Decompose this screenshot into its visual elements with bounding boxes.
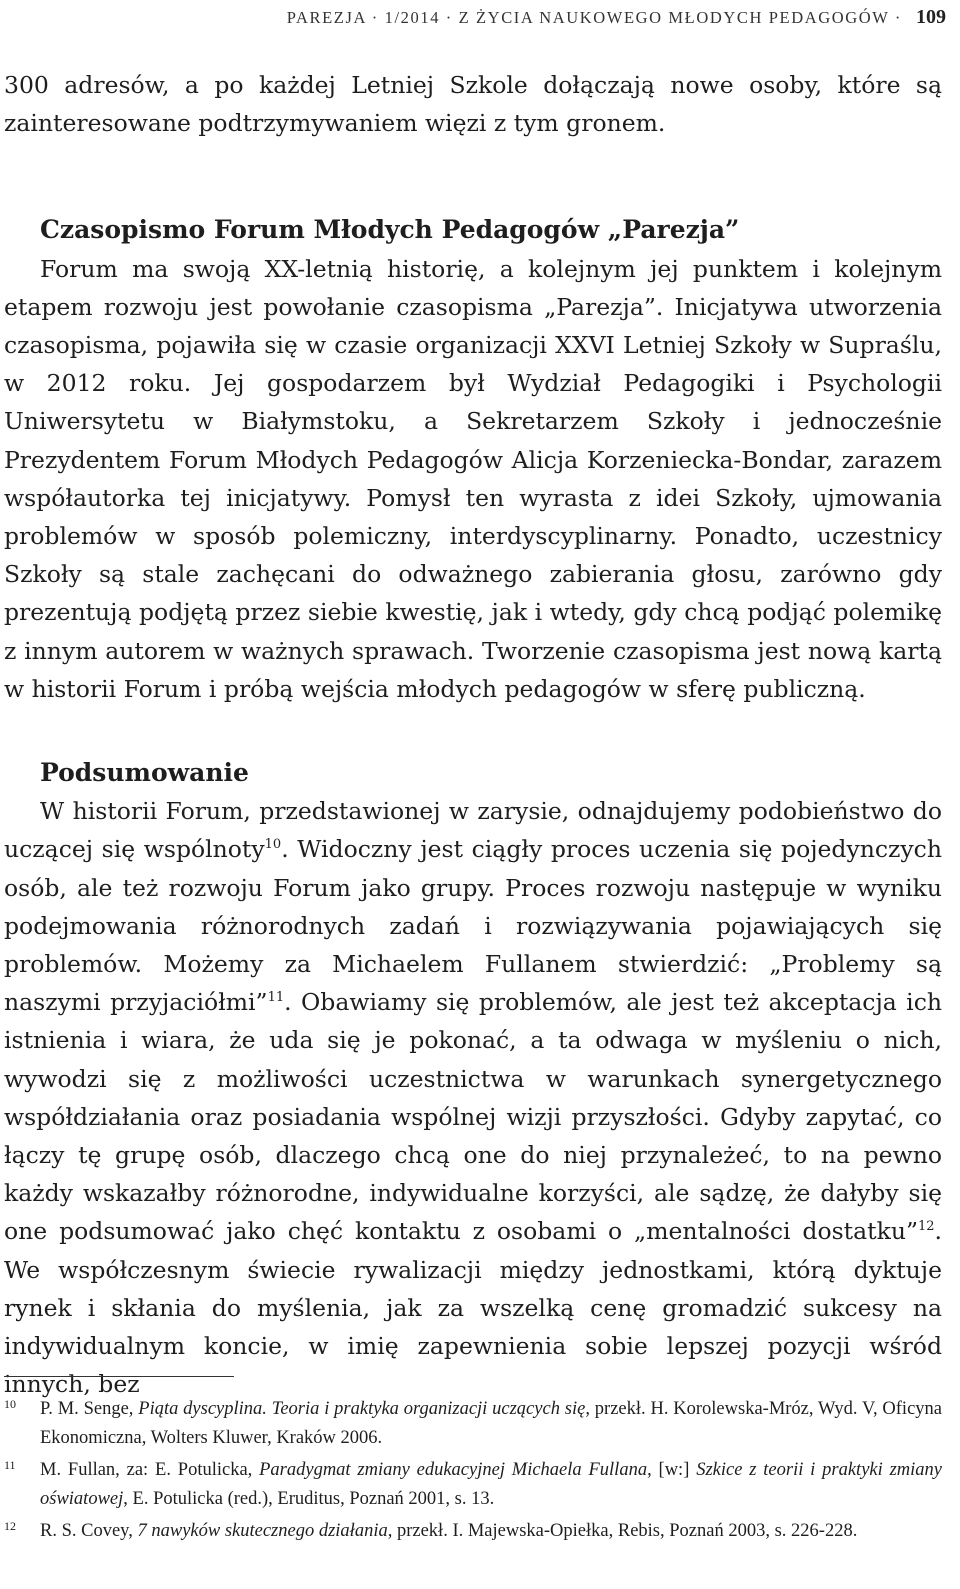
section-heading-parezja: Czasopismo Forum Młodych Pedagogów „Parezja” — [40, 215, 740, 245]
footnote-number: 12 — [4, 1519, 16, 1534]
footnote-title: Paradygmat zmiany edukacyjnej Michaela Fullana — [259, 1460, 648, 1481]
section-paragraph-parezja: Forum ma swoją XX-letnią historię, a kolejnym jej punktem i kolejnym etapem rozwoju jest powołanie czasopisma „Parezja”. Inicjatywa utworzenia czasopisma, pojawiła się w czasie organizacji XXVI Letniej Szkoły w Supraślu, w 2012 roku. Jej gospodarzem był Wydział Pedagogiki i Psychologii Uniwersytetu w Białymstoku, a Sekretarzem Szkoły i jednocześnie Prezydentem Forum Młodych Pedagogów Alicja Korzeniecka-Bondar, zarazem współautorka tej inicjatywy. Pomysł ten wyrasta z idei Szkoły, ujmowania problemów w sposób polemiczny, interdyscyplinarny. Ponadto, uczestnicy Szkoły są stale zachęcani do odważnego zabierania głosu, zarówno gdy prezentują podjętą przez siebie kwestię, jak i wtedy, gdy chcą podjąć polemikę z innym autorem w ważnych sprawach. Tworzenie czasopisma jest nową kartą w historii Forum i próbą wejścia młodych pedagogów w sferę publiczną. — [4, 254, 942, 703]
section-heading-summary: Podsumowanie — [40, 758, 249, 788]
footnote-number: 11 — [4, 1458, 16, 1473]
text-run: . Widoczny jest ciągły proces uczenia się pojedynczych osób, ale też rozwoju Forum jako grupy. Proces rozwoju następuje w wyniku podejmowania różnorodnych zadań i rozwiązywania pojawiających się problemów. Możemy za Michaelem Fullanem stwierdzić: „Problemy są naszymi przyjaciółmi” — [4, 835, 942, 1017]
text-run: W historii Forum, przedstawionej w zarysie, odnajdujemy podobieństwo do uczącej się wspólnoty — [4, 797, 942, 864]
section-paragraph-summary — [4, 792, 942, 1403]
footnote-title: Piąta dyscyplina. Teoria i praktyka organizacji uczących się — [138, 1399, 586, 1419]
section-gap — [4, 708, 942, 754]
footnote-author: P. M. Senge, — [40, 1399, 139, 1419]
footnote-10 — [4, 1395, 942, 1452]
footnote-author: R. S. Covey, — [40, 1521, 138, 1542]
footnote-details: , przekł. H. Korolewska-Mróz, Wyd. V, Oficyna Ekonomiczna, Wolters Kluwer, Kraków 2006. — [40, 1399, 942, 1448]
page-number: 109 — [916, 6, 946, 28]
footnote-connector: , [w:] — [647, 1460, 697, 1481]
paragraph-continued: 300 adresów, a po każdej Letniej Szkole dołączają nowe osoby, które są zainteresowane podtrzymywaniem więzi z tym gronem. — [4, 71, 942, 138]
footnote-12 — [4, 1517, 942, 1546]
main-text — [4, 66, 942, 1404]
section-gap — [4, 142, 942, 211]
footnote-title: 7 nawyków skutecznego działania — [137, 1521, 388, 1542]
footnote-details: , przekł. I. Majewska-Opiełka, Rebis, Poznań 2003, s. 226-228. — [387, 1521, 858, 1542]
footnote-rule — [4, 1376, 234, 1377]
running-head — [0, 6, 946, 30]
footnote-ref-12[interactable]: 12 — [917, 1219, 935, 1235]
footnote-author: M. Fullan, za: E. Potulicka, — [40, 1460, 260, 1481]
footnote-book-title: Szkice z teorii i praktyki zmiany oświatowej — [40, 1460, 942, 1509]
footnote-11 — [4, 1456, 942, 1513]
running-head-text: PAREZJA · 1/2014 · Z ŻYCIA NAUKOWEGO MŁODYCH PEDAGOGÓW · — [286, 8, 902, 27]
footnotes — [4, 1395, 942, 1546]
footnote-number: 10 — [4, 1397, 16, 1411]
footnote-ref-10[interactable]: 10 — [264, 837, 282, 853]
footnote-ref-11[interactable]: 11 — [267, 990, 285, 1006]
text-run: . Obawiamy się problemów, ale jest też akceptacja ich istnienia i wiara, że uda się je pokonać, a ta odwaga w myśleniu o nich, wywodzi się z możliwości uczestnictwa w warunkach synergetycznego współdziałania oraz posiadania wspólnej wizji przyszłości. Gdyby zapytać, co łączy tę grupę osób, dlaczego chcą one do niej przynależeć, to na pewno każdy wskazałby różnorodne, indywidualne korzyści, ale sądzę, że dałyby się one podsumować jako chęć kontaktu z osobami o „mentalności dostatku” — [4, 988, 942, 1246]
footnote-details: , E. Potulicka (red.), Eruditus, Poznań 2001, s. 13. — [123, 1488, 495, 1509]
text-run: . We współczesnym świecie rywalizacji między jednostkami, którą dyktuje rynek i skłania do myślenia, jak za wszelką cenę gromadzić sukcesy na indywidualnym koncie, w imię zapewnienia sobie lepszej pozycji wśród innych, bez — [4, 1217, 942, 1399]
